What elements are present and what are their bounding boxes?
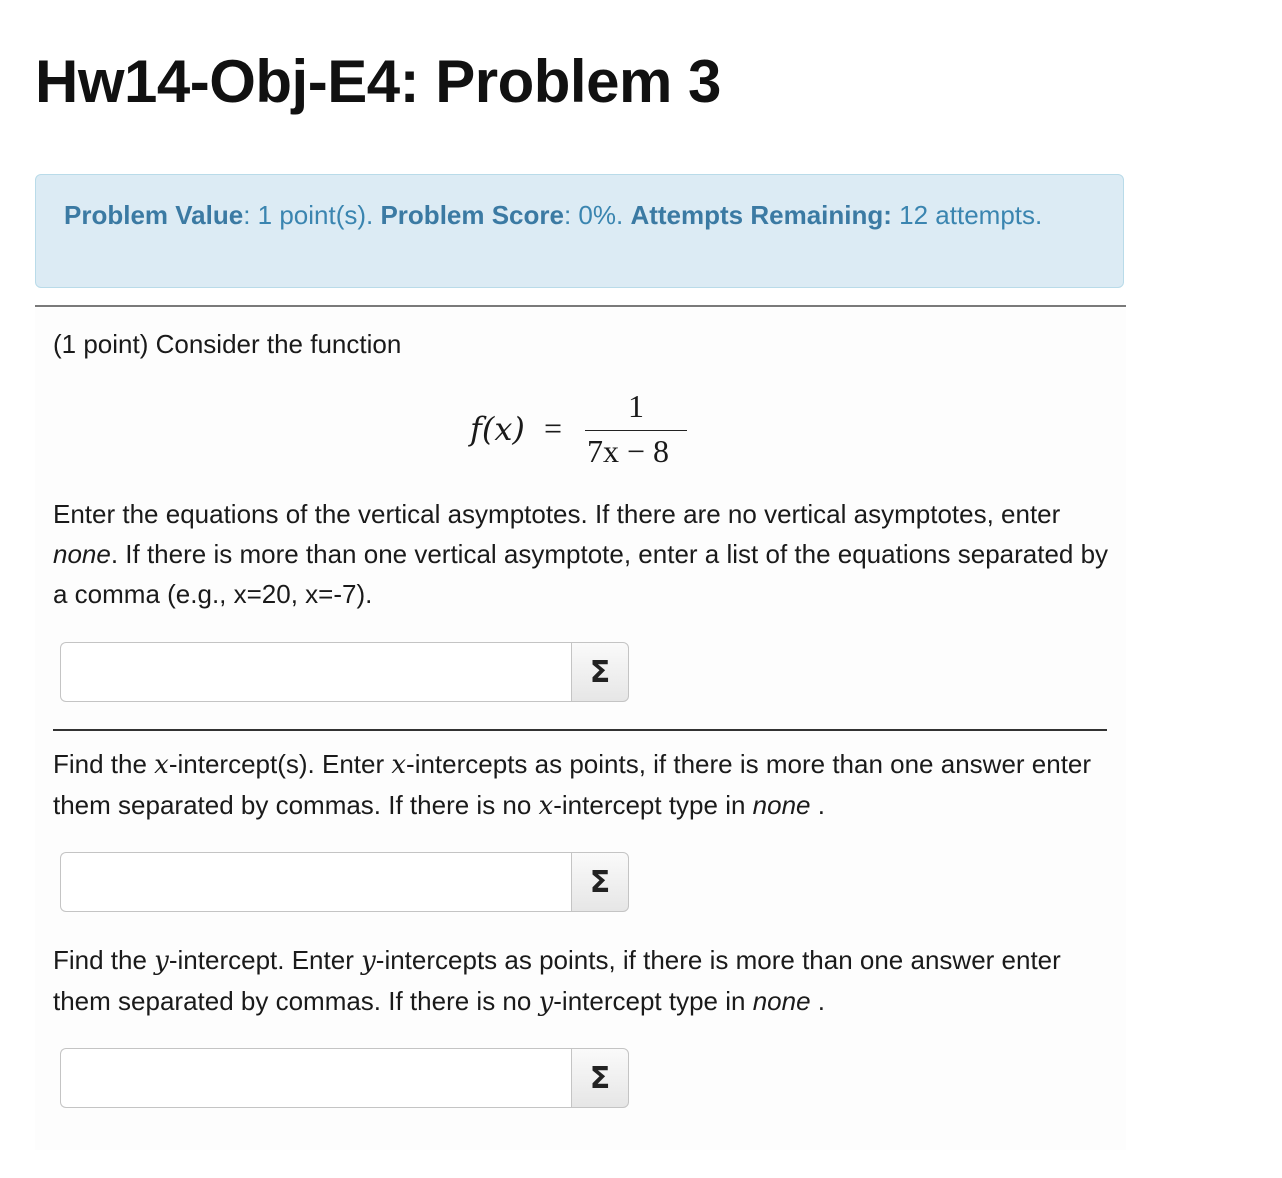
y-variable: y [154, 946, 169, 976]
formula-denominator: 7x − 8 [587, 433, 670, 469]
x-intercepts-input[interactable] [60, 852, 572, 912]
part2-instructions [53, 744, 1113, 826]
problem-value-label: Problem Value [64, 200, 244, 230]
part3-text-4: -intercept type in [553, 986, 753, 1016]
formula-lhs: f(x) [470, 410, 525, 448]
attempts-remaining-text: 12 attempts. [891, 200, 1043, 230]
answer-group-vertical-asymptotes [60, 642, 630, 702]
formula-equals: = [544, 410, 563, 446]
answer-group-x-intercepts [60, 852, 630, 912]
x-variable: x [391, 750, 407, 780]
part1-text-1: Enter the equations of the vertical asymptotes. If there are no vertical asymptotes, enter [53, 499, 1061, 529]
part3-text-5: . [810, 986, 825, 1016]
part3-text-1: Find the [53, 945, 155, 975]
part2-none: none [752, 790, 811, 820]
equation-editor-button[interactable]: Σ [571, 642, 629, 702]
fraction-bar [585, 430, 687, 431]
part2-text-5: . [810, 790, 825, 820]
x-variable: x [154, 750, 169, 780]
equation-editor-button[interactable]: Σ [571, 1048, 629, 1108]
part1-instructions [53, 494, 1113, 614]
part3-text-3: -intercepts as points, if there is more than one answer enter them separated by commas. If there is no [53, 945, 1061, 1016]
part3-text-2: -intercept. Enter [168, 945, 362, 975]
part2-text-4: -intercept type in [553, 790, 753, 820]
part2-text-2: -intercept(s). Enter [168, 749, 392, 779]
problem-info-box [35, 174, 1124, 288]
part3-instructions [53, 940, 1113, 1022]
problem-value-text: : 1 point(s). [243, 200, 381, 230]
problem-intro: (1 point) Consider the function [53, 329, 402, 359]
answer-group-y-intercepts [60, 1048, 630, 1108]
part1-text-2: . If there is more than one vertical asymptote, enter a list of the equations separated by a comma (e.g., x=20, x=-7). [53, 539, 1109, 609]
problem-score-text: : 0%. [563, 200, 631, 230]
part2-text-1: Find the [53, 749, 155, 779]
section-divider [53, 729, 1107, 731]
problem-score-label: Problem Score [380, 200, 564, 230]
y-variable: y [538, 987, 554, 1017]
part1-none: none [53, 539, 111, 569]
page-title: Hw14-Obj-E4: Problem 3 [35, 48, 721, 115]
y-variable: y [361, 946, 376, 976]
problem-divider [35, 305, 1126, 307]
x-variable: x [538, 791, 554, 821]
equation-editor-button[interactable]: Σ [571, 852, 629, 912]
attempts-remaining-label: Attempts Remaining: [630, 200, 892, 230]
part3-none: none [752, 986, 811, 1016]
y-intercepts-input[interactable] [60, 1048, 572, 1108]
vertical-asymptotes-input[interactable] [60, 642, 572, 702]
formula-numerator: 1 [628, 388, 644, 424]
part2-text-3: -intercepts as points, if there is more than one answer enter them separated by commas. If there is no [53, 749, 1092, 820]
